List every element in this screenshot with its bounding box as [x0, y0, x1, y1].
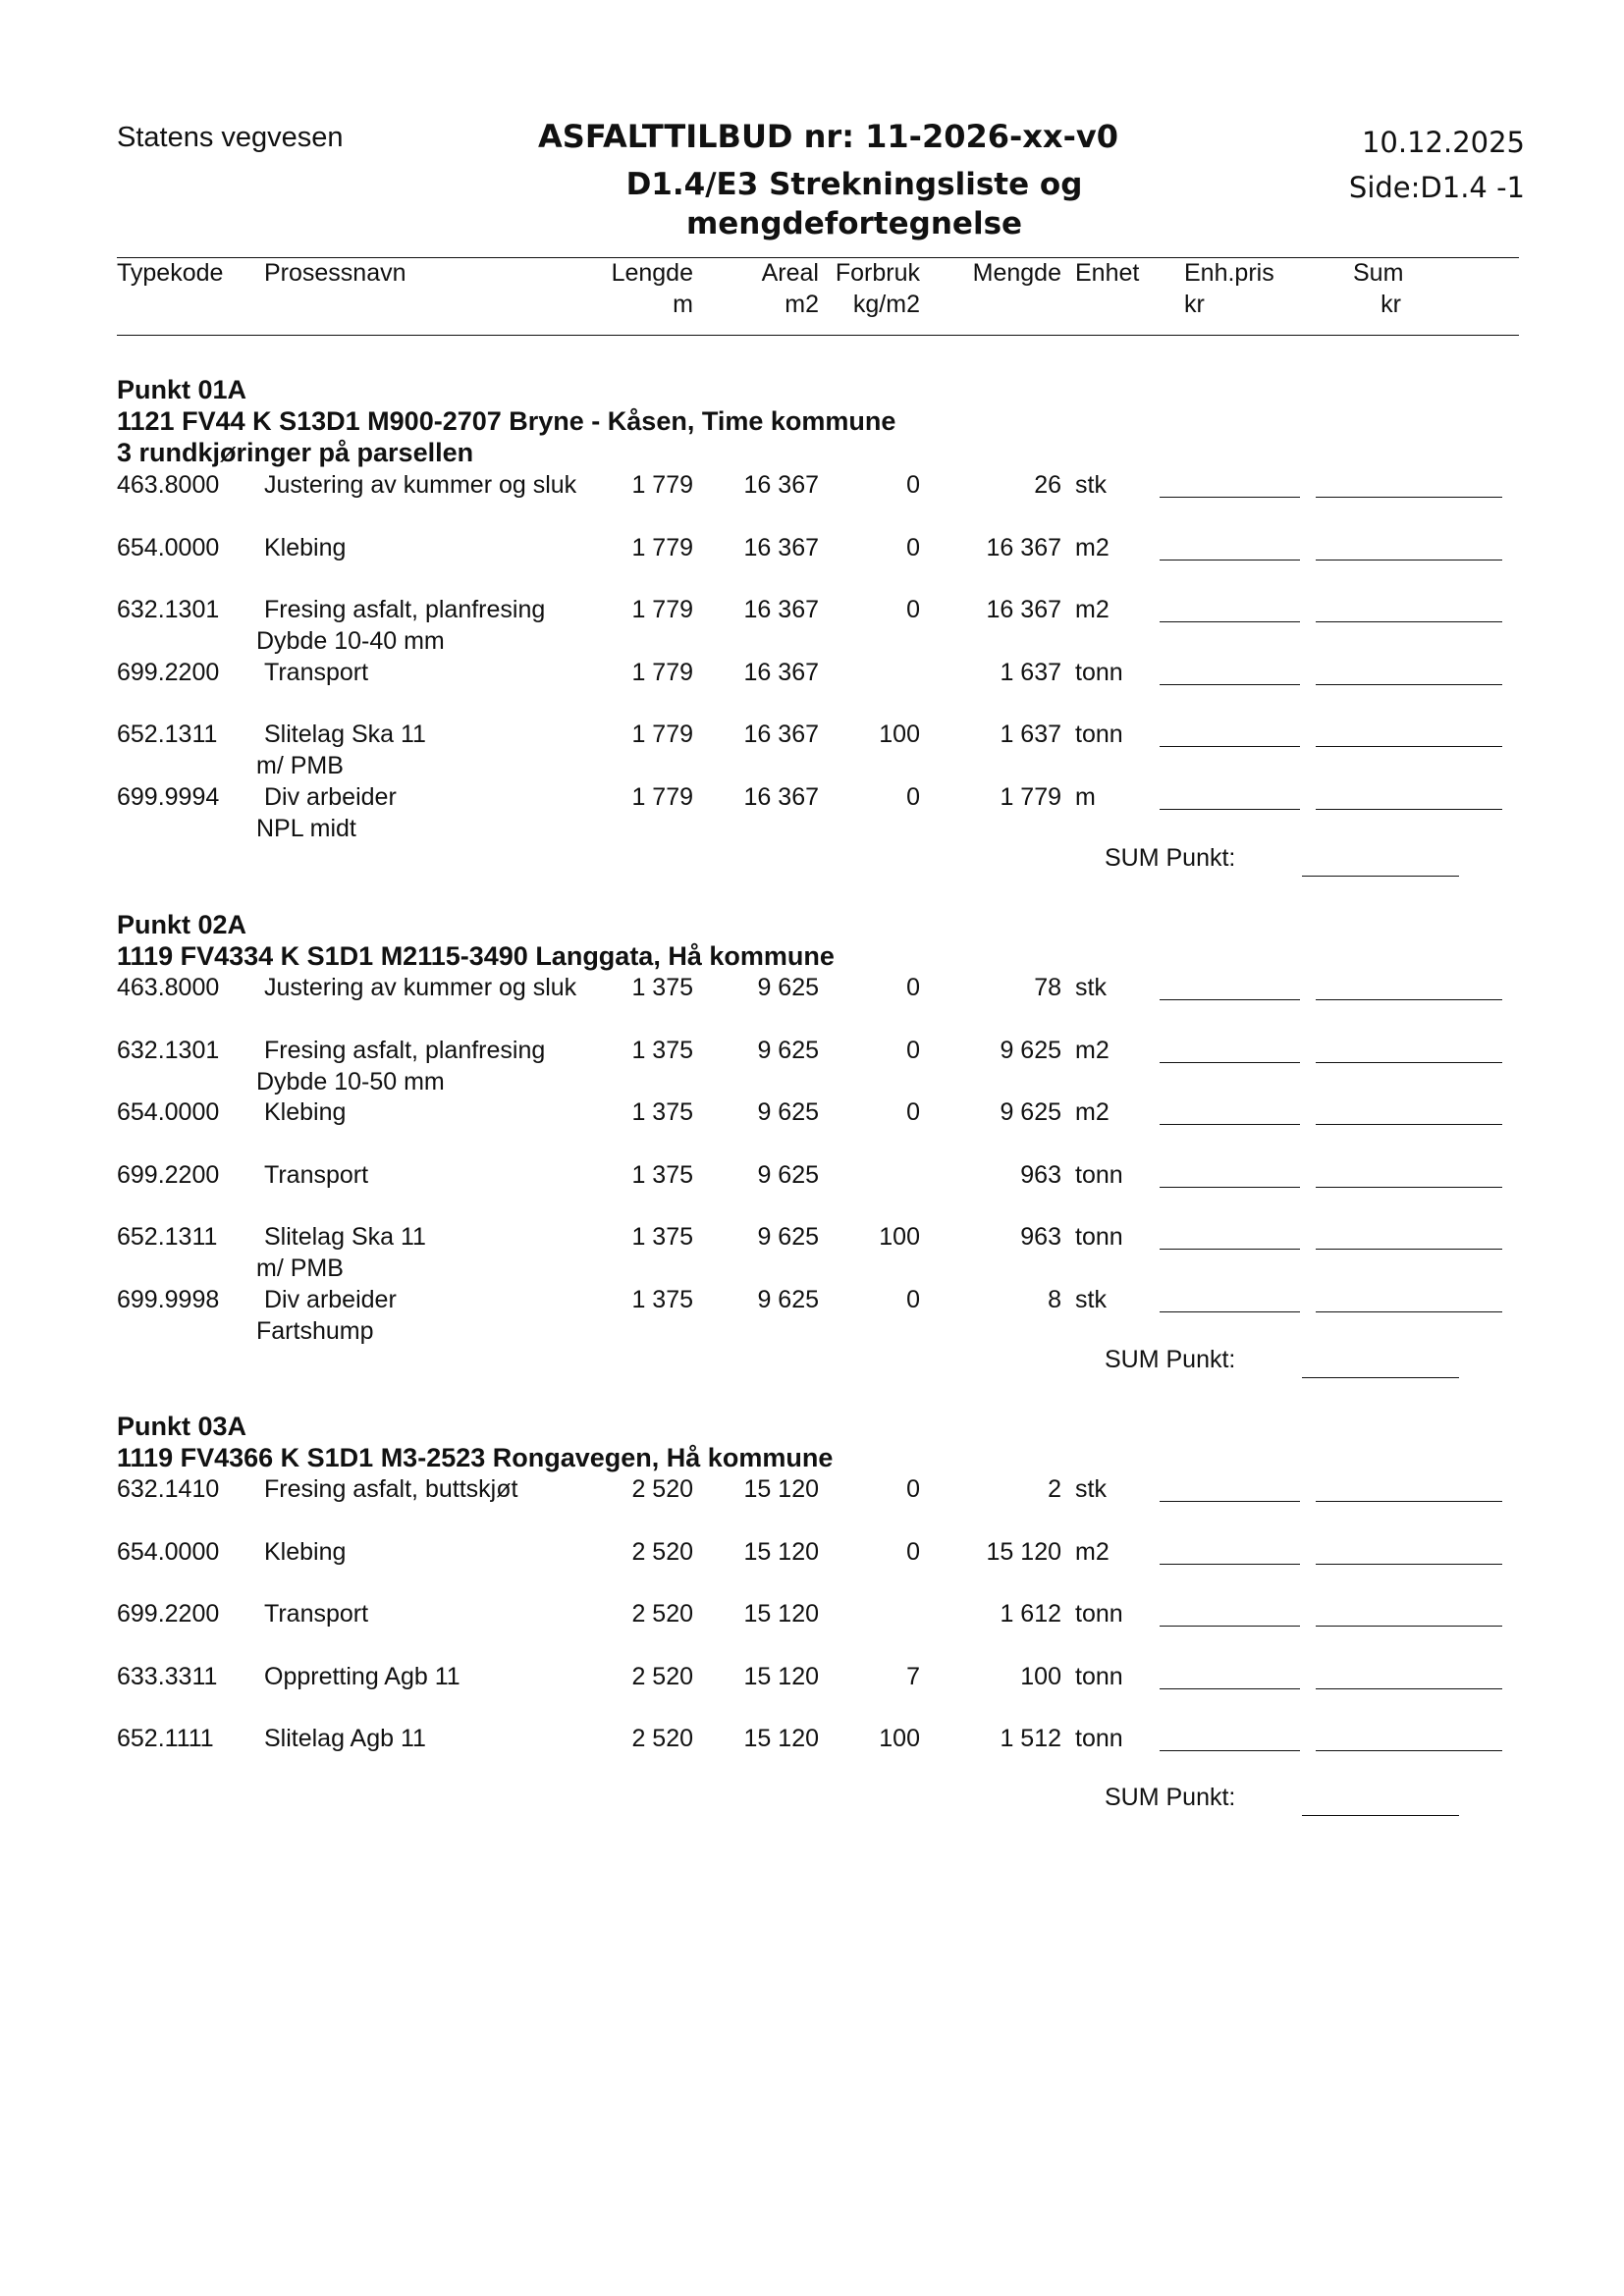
section-road-label: 1121 FV44 K S13D1 M900-2707 Bryne - Kåsen, Time kommune: [117, 406, 896, 436]
sum-field[interactable]: [1316, 1249, 1502, 1250]
col-sum: Sum: [1353, 259, 1404, 287]
item-forbruk: 0: [906, 974, 920, 1001]
item-lengde: 1 375: [631, 1285, 693, 1313]
item-lengde: 1 375: [631, 974, 693, 1001]
item-mengde: 8: [1048, 1285, 1061, 1313]
item-prosessnavn: Fresing asfalt, planfresing: [264, 596, 546, 623]
item-mengde: 15 120: [986, 1537, 1061, 1566]
item-typekode: 699.2200: [117, 1600, 220, 1628]
item-lengde: 1 375: [631, 1098, 693, 1126]
item-mengde: 26: [1034, 471, 1061, 499]
unit-price-field[interactable]: [1160, 1564, 1300, 1565]
item-typekode: 463.8000: [117, 471, 220, 499]
section-note: 3 rundkjøringer på parsellen: [117, 438, 474, 467]
sum-field[interactable]: [1316, 1062, 1502, 1063]
item-enhet: tonn: [1075, 658, 1123, 686]
line-item-row: [0, 1035, 1624, 1097]
item-lengde: 1 375: [631, 1036, 693, 1064]
item-lengde: 1 779: [631, 596, 693, 623]
organization-name: Statens vegvesen: [117, 122, 344, 153]
item-enhet: tonn: [1075, 1725, 1123, 1752]
item-areal: 9 625: [757, 1223, 819, 1251]
col-forbruk-unit: kg/m2: [852, 291, 920, 318]
item-prosessnavn: Justering av kummer og sluk: [264, 974, 577, 1001]
item-areal: 9 625: [757, 1160, 819, 1189]
sum-field[interactable]: [1316, 1626, 1502, 1627]
item-forbruk: 100: [879, 721, 920, 748]
item-enhet: tonn: [1075, 1223, 1123, 1251]
item-prosessnavn: Transport: [264, 1600, 369, 1628]
item-lengde: 1 375: [631, 1160, 693, 1189]
document-subtitle: [560, 165, 1149, 243]
item-prosessnavn: Transport: [264, 1160, 369, 1189]
unit-price-field[interactable]: [1160, 1688, 1300, 1689]
header-divider-bottom: [117, 335, 1519, 336]
item-areal: 16 367: [743, 721, 819, 748]
sum-field[interactable]: [1316, 684, 1502, 685]
line-item-row: [0, 469, 1624, 532]
col-lengde-unit: m: [673, 291, 693, 318]
document-subtitle-line1: D1.4/E3 Strekningsliste og: [625, 167, 1083, 202]
unit-price-field[interactable]: [1160, 684, 1300, 685]
item-enhet: m2: [1075, 533, 1110, 561]
line-item-row: [0, 657, 1624, 720]
item-areal: 15 120: [743, 1537, 819, 1566]
unit-price-field[interactable]: [1160, 746, 1300, 747]
item-areal: 16 367: [743, 533, 819, 561]
unit-price-field[interactable]: [1160, 1062, 1300, 1063]
line-item-row: [0, 1536, 1624, 1599]
item-enhet: stk: [1075, 974, 1107, 1001]
item-prosessnavn: Slitelag Ska 11: [264, 721, 426, 748]
item-forbruk: 0: [906, 1475, 920, 1503]
item-enhet: tonn: [1075, 1600, 1123, 1628]
item-typekode: 632.1410: [117, 1475, 220, 1503]
item-typekode: 699.2200: [117, 1160, 220, 1189]
item-lengde: 2 520: [631, 1600, 693, 1628]
item-forbruk: 0: [906, 596, 920, 623]
item-forbruk: 0: [906, 1098, 920, 1126]
item-mengde: 963: [1020, 1160, 1061, 1189]
document-subtitle-line2: mengdefortegnelse: [685, 206, 1023, 241]
item-typekode: 654.0000: [117, 1537, 220, 1566]
item-mengde: 2: [1048, 1475, 1061, 1503]
item-typekode: 632.1301: [117, 596, 220, 623]
item-lengde: 1 779: [631, 533, 693, 561]
sum-field[interactable]: [1316, 1501, 1502, 1502]
item-lengde: 2 520: [631, 1725, 693, 1752]
item-prosessnavn: Klebing: [264, 533, 347, 561]
item-areal: 9 625: [757, 1285, 819, 1313]
document-date: 10.12.2025: [1361, 126, 1525, 159]
item-prosessnavn: Fresing asfalt, buttskjøt: [264, 1475, 518, 1503]
item-typekode: 699.2200: [117, 658, 220, 686]
item-areal: 9 625: [757, 1036, 819, 1064]
item-enhet: tonn: [1075, 1160, 1123, 1189]
line-item-row: [0, 532, 1624, 595]
line-item-row: [0, 1159, 1624, 1222]
line-item-row: [0, 1221, 1624, 1284]
item-mengde: 1 512: [1000, 1725, 1061, 1752]
unit-price-field[interactable]: [1160, 1501, 1300, 1502]
line-item-row: [0, 594, 1624, 657]
col-typekode: Typekode: [117, 259, 224, 287]
item-prosessnavn: Justering av kummer og sluk: [264, 471, 577, 499]
col-enhet: Enhet: [1075, 259, 1140, 287]
item-typekode: 699.9998: [117, 1285, 220, 1313]
item-enhet: m: [1075, 782, 1096, 811]
line-item-row: [0, 972, 1624, 1035]
item-typekode: 654.0000: [117, 533, 220, 561]
sum-field[interactable]: [1316, 1750, 1502, 1751]
item-mengde: 1 637: [1000, 721, 1061, 748]
sum-field[interactable]: [1316, 809, 1502, 810]
unit-price-field[interactable]: [1160, 1249, 1300, 1250]
item-forbruk: 100: [879, 1725, 920, 1752]
item-forbruk: 7: [906, 1662, 920, 1690]
col-sum-unit: kr: [1380, 291, 1401, 318]
item-process-detail: m/ PMB: [256, 1255, 344, 1282]
item-lengde: 1 779: [631, 658, 693, 686]
sum-punkt-field[interactable]: [1302, 1815, 1459, 1816]
item-prosessnavn: Transport: [264, 658, 369, 686]
item-mengde: 16 367: [986, 596, 1061, 623]
sum-punkt-label: SUM Punkt:: [1105, 844, 1236, 872]
line-item-row: [0, 1723, 1624, 1786]
unit-price-field[interactable]: [1160, 1750, 1300, 1751]
item-enhet: m2: [1075, 1537, 1110, 1566]
col-enhpris-unit: kr: [1184, 291, 1205, 318]
item-forbruk: 0: [906, 471, 920, 499]
item-mengde: 963: [1020, 1223, 1061, 1251]
line-item-row: [0, 1661, 1624, 1724]
item-prosessnavn: Div arbeider: [264, 1285, 397, 1313]
item-process-detail: NPL midt: [256, 814, 356, 842]
item-areal: 9 625: [757, 1098, 819, 1126]
item-typekode: 632.1301: [117, 1036, 220, 1064]
unit-price-field[interactable]: [1160, 1124, 1300, 1125]
sum-field[interactable]: [1316, 1311, 1502, 1312]
item-mengde: 100: [1020, 1662, 1061, 1690]
col-enhpris: Enh.pris: [1184, 259, 1274, 287]
item-mengde: 16 367: [986, 533, 1061, 561]
sum-punkt-label: SUM Punkt:: [1105, 1346, 1236, 1373]
item-enhet: m2: [1075, 596, 1110, 623]
sum-field[interactable]: [1316, 497, 1502, 498]
item-lengde: 1 375: [631, 1223, 693, 1251]
sum-field[interactable]: [1316, 1124, 1502, 1125]
item-lengde: 1 779: [631, 471, 693, 499]
item-areal: 15 120: [743, 1475, 819, 1503]
sum-field[interactable]: [1316, 560, 1502, 561]
item-forbruk: 0: [906, 1537, 920, 1566]
sum-field[interactable]: [1316, 1187, 1502, 1188]
item-areal: 15 120: [743, 1725, 819, 1752]
item-typekode: 633.3311: [117, 1662, 218, 1690]
item-typekode: 652.1311: [117, 721, 218, 748]
item-process-detail: m/ PMB: [256, 752, 344, 779]
item-lengde: 2 520: [631, 1537, 693, 1566]
item-enhet: stk: [1075, 1285, 1107, 1313]
item-typekode: 463.8000: [117, 974, 220, 1001]
line-item-row: [0, 1598, 1624, 1661]
sum-field[interactable]: [1316, 1688, 1502, 1689]
col-mengde: Mengde: [972, 259, 1061, 287]
item-areal: 16 367: [743, 782, 819, 811]
section-road-label: 1119 FV4334 K S1D1 M2115-3490 Langgata, Hå kommune: [117, 941, 835, 971]
item-areal: 15 120: [743, 1662, 819, 1690]
item-enhet: m2: [1075, 1036, 1110, 1064]
sum-field[interactable]: [1316, 1564, 1502, 1565]
item-mengde: 1 612: [1000, 1600, 1061, 1628]
unit-price-field[interactable]: [1160, 560, 1300, 561]
line-item-row: [0, 1284, 1624, 1347]
section-punkt-label: Punkt 03A: [117, 1412, 247, 1441]
item-enhet: tonn: [1075, 1662, 1123, 1690]
item-prosessnavn: Fresing asfalt, planfresing: [264, 1036, 546, 1064]
sum-punkt-field[interactable]: [1302, 1377, 1459, 1378]
sum-field[interactable]: [1316, 999, 1502, 1000]
section-punkt-label: Punkt 02A: [117, 910, 247, 939]
item-areal: 9 625: [757, 974, 819, 1001]
unit-price-field[interactable]: [1160, 999, 1300, 1000]
item-areal: 16 367: [743, 658, 819, 686]
document-title: ASFALTTILBUD nr: 11-2026-xx-v0: [538, 118, 1118, 155]
line-item-row: [0, 1473, 1624, 1536]
col-areal-unit: m2: [785, 291, 819, 318]
item-areal: 16 367: [743, 596, 819, 623]
item-forbruk: 0: [906, 782, 920, 811]
item-lengde: 1 779: [631, 782, 693, 811]
item-areal: 16 367: [743, 471, 819, 499]
unit-price-field[interactable]: [1160, 809, 1300, 810]
page-number: Side:D1.4 -1: [1348, 171, 1525, 204]
item-typekode: 654.0000: [117, 1098, 220, 1126]
item-mengde: 78: [1034, 974, 1061, 1001]
item-process-detail: Dybde 10-50 mm: [256, 1067, 445, 1095]
item-mengde: 1 779: [1000, 782, 1061, 811]
item-lengde: 2 520: [631, 1662, 693, 1690]
item-enhet: tonn: [1075, 721, 1123, 748]
item-mengde: 9 625: [1000, 1098, 1061, 1126]
sum-punkt-field[interactable]: [1302, 876, 1459, 877]
item-prosessnavn: Oppretting Agb 11: [264, 1662, 460, 1690]
item-mengde: 1 637: [1000, 658, 1061, 686]
item-enhet: stk: [1075, 471, 1107, 499]
item-forbruk: 0: [906, 533, 920, 561]
sum-punkt-label: SUM Punkt:: [1105, 1784, 1236, 1811]
item-areal: 15 120: [743, 1600, 819, 1628]
item-prosessnavn: Klebing: [264, 1537, 347, 1566]
col-lengde: Lengde: [611, 259, 693, 287]
item-mengde: 9 625: [1000, 1036, 1061, 1064]
item-process-detail: Dybde 10-40 mm: [256, 627, 445, 655]
section-punkt-label: Punkt 01A: [117, 375, 247, 404]
line-item-row: [0, 719, 1624, 781]
col-areal: Areal: [761, 259, 819, 287]
item-enhet: stk: [1075, 1475, 1107, 1503]
item-typekode: 699.9994: [117, 782, 220, 811]
unit-price-field[interactable]: [1160, 1311, 1300, 1312]
unit-price-field[interactable]: [1160, 1626, 1300, 1627]
unit-price-field[interactable]: [1160, 497, 1300, 498]
unit-price-field[interactable]: [1160, 621, 1300, 622]
line-item-row: [0, 1096, 1624, 1159]
item-prosessnavn: Klebing: [264, 1098, 347, 1126]
item-process-detail: Fartshump: [256, 1316, 374, 1345]
sum-field[interactable]: [1316, 621, 1502, 622]
item-lengde: 2 520: [631, 1475, 693, 1503]
item-forbruk: 0: [906, 1036, 920, 1064]
item-typekode: 652.1311: [117, 1223, 218, 1251]
item-lengde: 1 779: [631, 721, 693, 748]
item-prosessnavn: Div arbeider: [264, 782, 397, 811]
item-prosessnavn: Slitelag Agb 11: [264, 1725, 426, 1752]
item-enhet: m2: [1075, 1098, 1110, 1126]
item-typekode: 652.1111: [117, 1725, 214, 1752]
line-item-row: [0, 781, 1624, 844]
unit-price-field[interactable]: [1160, 1187, 1300, 1188]
section-road-label: 1119 FV4366 K S1D1 M3-2523 Rongavegen, Hå kommune: [117, 1443, 834, 1472]
item-forbruk: 100: [879, 1223, 920, 1251]
col-forbruk: Forbruk: [835, 259, 920, 287]
sum-field[interactable]: [1316, 746, 1502, 747]
item-prosessnavn: Slitelag Ska 11: [264, 1223, 426, 1251]
col-prosessnavn: Prosessnavn: [264, 259, 406, 287]
item-forbruk: 0: [906, 1285, 920, 1313]
